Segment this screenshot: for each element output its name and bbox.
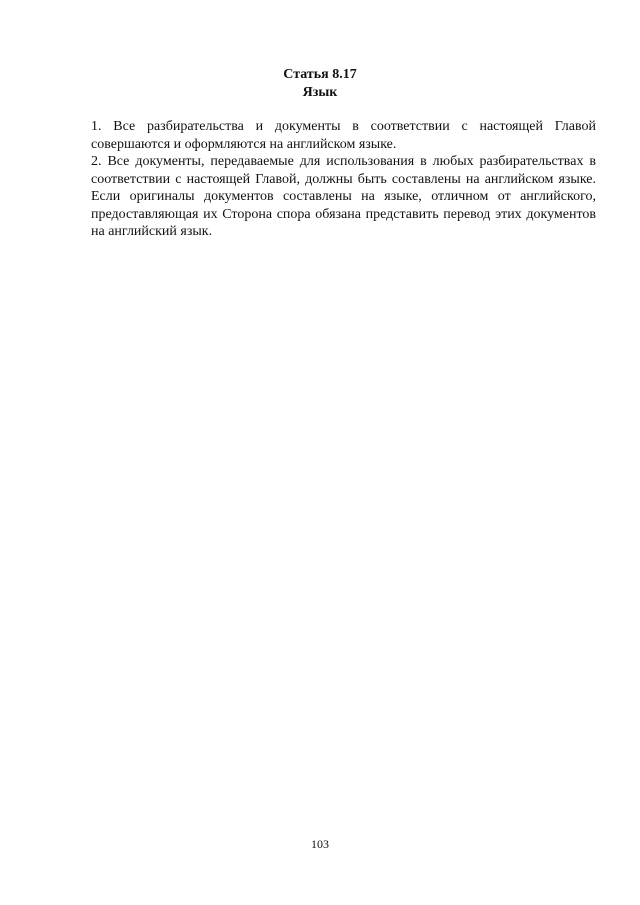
article-heading xyxy=(0,66,640,102)
article-number: Статья 8.17 xyxy=(283,67,357,82)
paragraph-2: 2. Все документы, передаваемые для использования в любых разбирательствах в соответствии с настоящей Главой, должны быть составлены на английском языке. Если оригиналы документов составлены на языке, отличном от английского, предоставляющая их Сторона спора обязана представить перевод этих документов на английский язык. xyxy=(91,154,596,239)
article-title: Язык xyxy=(302,85,338,100)
page-number: 103 xyxy=(311,837,329,851)
paragraph-1: 1. Все разбирательства и документы в соответствии с настоящей Главой совершаются и оформляются на английском языке. xyxy=(91,119,596,152)
article-body xyxy=(91,118,596,241)
